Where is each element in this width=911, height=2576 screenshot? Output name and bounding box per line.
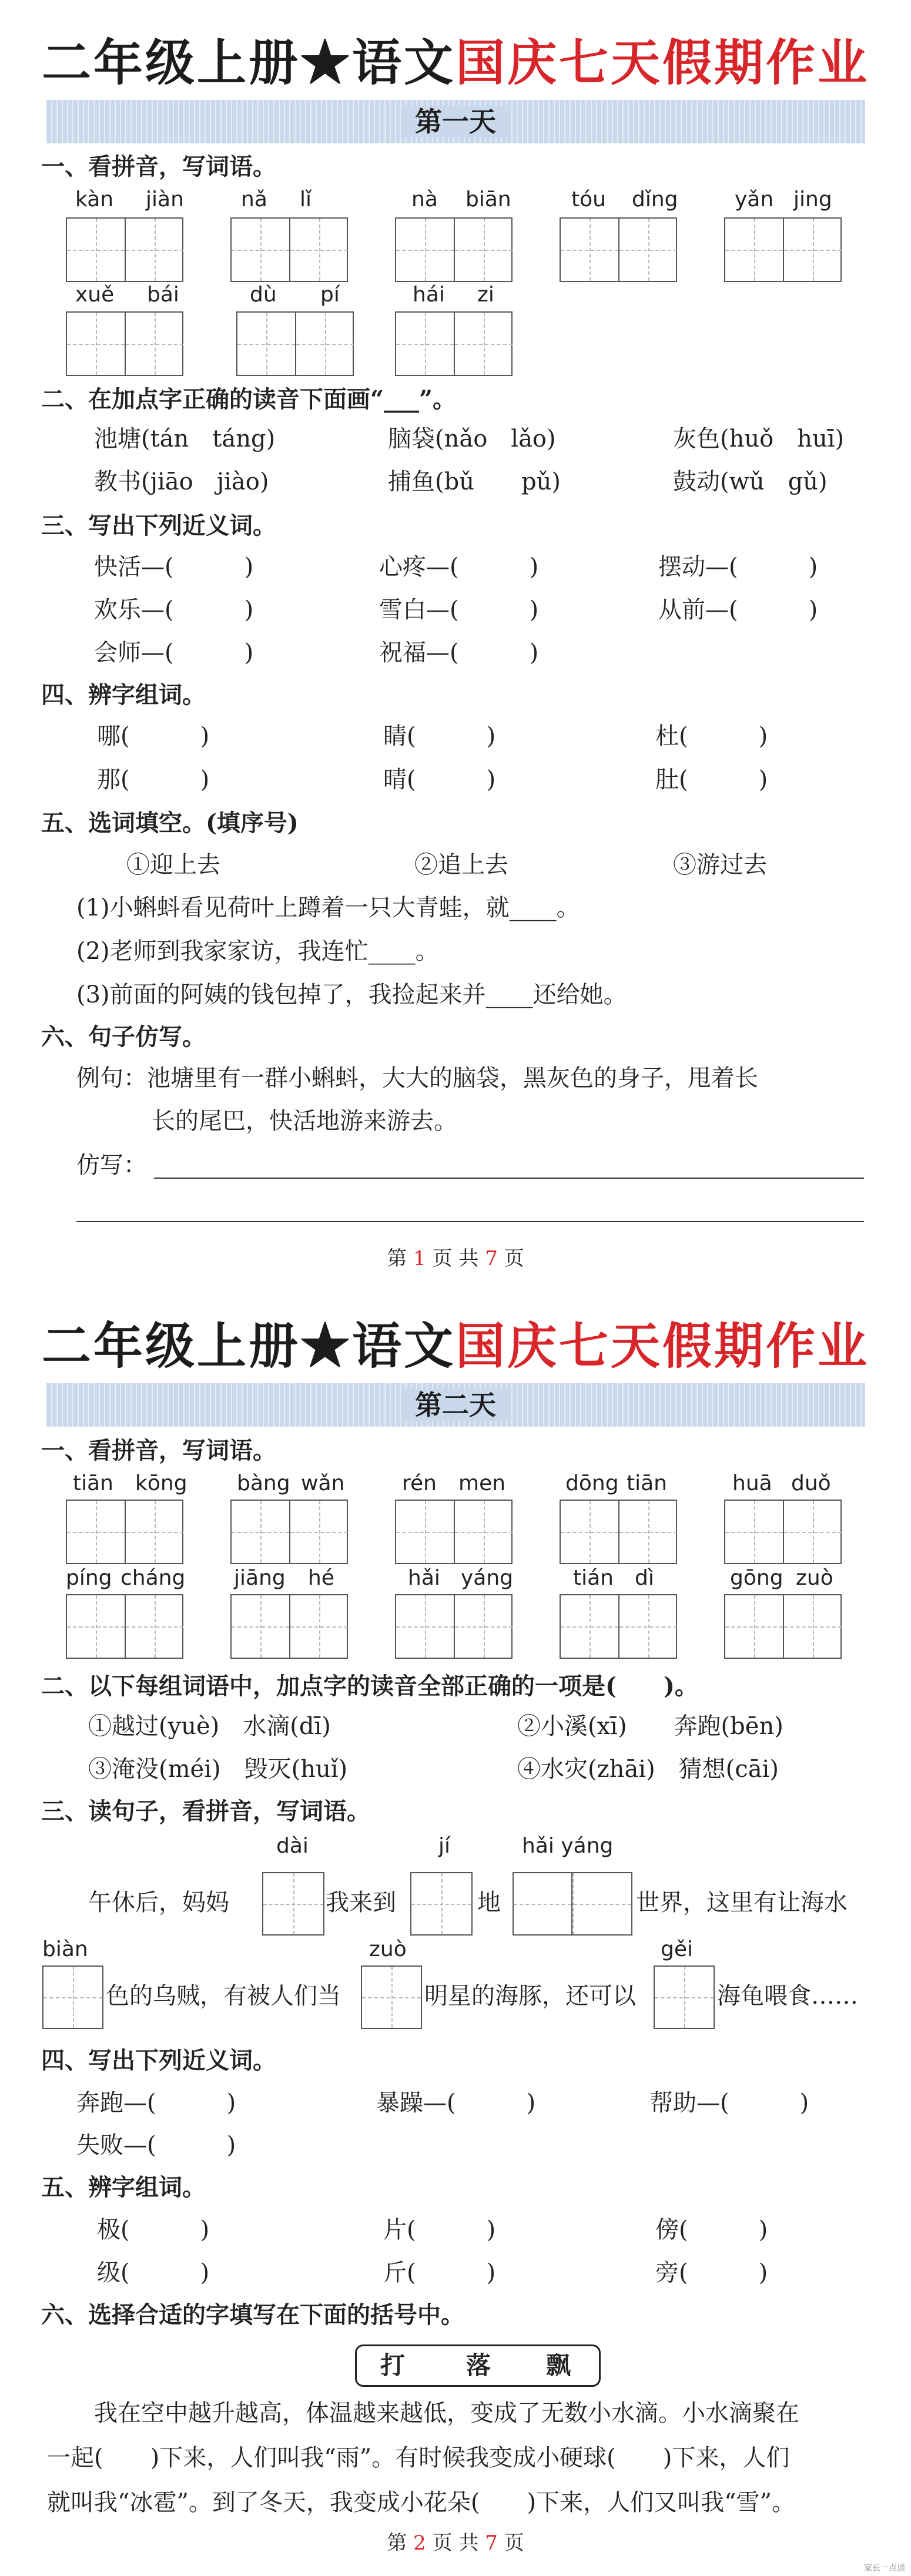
pinyin: biān xyxy=(465,187,511,212)
choice-item: ①越过(yuè) 水滴(dī) xyxy=(88,1713,331,1740)
writing-box[interactable] xyxy=(513,1872,632,1936)
pinyin: men xyxy=(458,1471,506,1495)
pinyin: kōng xyxy=(135,1471,187,1495)
synonym-item: 奔跑—( ) xyxy=(76,2089,236,2117)
choice-item: ④水灾(zhāi) 猜想(cāi) xyxy=(517,1756,779,1783)
title-grade: 二年级上册★语文 xyxy=(41,33,456,92)
section-heading: 四、辨字组词。 xyxy=(41,681,206,709)
page-number xyxy=(0,2531,911,2555)
sentence-text: 明星的海豚，还可以 xyxy=(424,1983,636,2010)
example-sentence: 长的尾巴，快活地游来游去。 xyxy=(152,1108,457,1135)
pronunciation-item: 教书(jiāo jiào) xyxy=(94,468,269,495)
page-current: 2 xyxy=(413,2531,426,2555)
pinyin: duǒ xyxy=(791,1471,831,1495)
day-banner xyxy=(46,1383,865,1427)
writing-box[interactable] xyxy=(654,1965,715,2029)
writing-grid[interactable] xyxy=(230,217,348,282)
pinyin: zi xyxy=(477,283,494,307)
pinyin: jiàn xyxy=(146,187,184,212)
pinyin: dù xyxy=(250,283,277,307)
section-heading: 四、写出下列近义词。 xyxy=(41,2047,276,2074)
writing-grid[interactable] xyxy=(66,311,183,376)
synonym-item: 快活—( ) xyxy=(94,554,254,581)
watermark: 家长一点通 xyxy=(864,2564,905,2573)
pinyin: hái xyxy=(413,283,445,307)
writing-grid[interactable] xyxy=(395,1594,513,1659)
pinyin: biàn xyxy=(42,1937,88,1961)
title-holiday: 国庆七天假期作业 xyxy=(456,1317,870,1375)
char-item: 斤( ) xyxy=(383,2259,496,2286)
page-text: 第 xyxy=(387,2531,407,2555)
synonym-item: 欢乐—( ) xyxy=(94,596,254,623)
section-heading: 二、以下每组词语中，加点字的读音全部正确的一项是( )。 xyxy=(41,1672,698,1700)
pinyin: jí xyxy=(438,1834,451,1858)
section-heading: 一、看拼音，写词语。 xyxy=(41,1437,276,1464)
pronunciation-item: 池塘(tán táng) xyxy=(94,425,276,452)
page-text: 页 共 xyxy=(432,1247,479,1270)
writing-grid[interactable] xyxy=(395,217,513,282)
choice-word: 打 xyxy=(380,2351,406,2380)
writing-grid[interactable] xyxy=(560,217,677,282)
writing-grid[interactable] xyxy=(236,311,354,376)
option-item: ①迎上去 xyxy=(126,851,220,878)
writing-grid[interactable] xyxy=(230,1500,348,1564)
char-item: 哪( ) xyxy=(97,723,210,750)
char-item: 级( ) xyxy=(97,2259,210,2286)
paragraph-line: 就叫我“冰雹”。到了冬天，我变成小花朵( )下来，人们又叫我“雪”。 xyxy=(47,2489,796,2516)
pinyin: pí xyxy=(320,283,340,307)
pinyin: tiān xyxy=(627,1471,667,1495)
char-item: 傍( ) xyxy=(655,2216,768,2243)
choice-word: 落 xyxy=(466,2351,491,2380)
sentence-text: 午休后，妈妈 xyxy=(88,1889,229,1916)
page-text: 页 xyxy=(504,1247,524,1270)
title-grade: 二年级上册★语文 xyxy=(41,1317,456,1375)
char-item: 旁( ) xyxy=(655,2259,768,2286)
document-title xyxy=(0,1314,911,1378)
writing-grid[interactable] xyxy=(395,1500,513,1564)
writing-grid[interactable] xyxy=(724,1500,842,1564)
writing-box[interactable] xyxy=(262,1872,324,1936)
writing-grid[interactable] xyxy=(724,1594,842,1659)
page-text: 页 xyxy=(504,2531,524,2555)
pinyin: xuě xyxy=(75,283,115,307)
answer-line[interactable] xyxy=(76,1221,864,1222)
section-heading: 六、选择合适的字填写在下面的括号中。 xyxy=(41,2301,464,2329)
document-title xyxy=(0,31,911,95)
pinyin: cháng xyxy=(120,1566,186,1590)
pinyin: hǎi xyxy=(408,1566,440,1590)
sentence-text: 我来到 xyxy=(326,1889,396,1916)
page-total: 7 xyxy=(485,2531,498,2555)
pinyin: zuò xyxy=(369,1937,407,1961)
pinyin: gěi xyxy=(661,1937,694,1961)
sentence-text: 世界，这里有让海水 xyxy=(636,1889,848,1916)
pinyin: tiān xyxy=(73,1471,113,1495)
writing-grid[interactable] xyxy=(66,1594,183,1659)
section-heading: 六、句子仿写。 xyxy=(41,1023,206,1051)
pinyin: huā xyxy=(732,1471,772,1495)
sentence-text: 海龟喂食…… xyxy=(717,1983,858,2010)
pinyin: gōng xyxy=(730,1566,783,1590)
sentence-text: 色的乌贼，有被人们当 xyxy=(106,1983,341,2010)
char-item: 睛( ) xyxy=(383,723,496,750)
day-label: 第二天 xyxy=(401,1389,510,1421)
pinyin: tóu xyxy=(571,187,606,212)
answer-line[interactable] xyxy=(154,1178,864,1179)
pinyin: nǎ xyxy=(241,187,267,212)
synonym-item: 祝福—( ) xyxy=(379,639,539,666)
question-line: (1)小蝌蚪看见荷叶上蹲着一只大青蛙，就____。 xyxy=(76,894,580,921)
pinyin: píng xyxy=(66,1566,112,1590)
char-item: 那( ) xyxy=(97,766,210,793)
pinyin: rén xyxy=(402,1471,437,1495)
pinyin: bái xyxy=(147,283,179,307)
synonym-item: 摆动—( ) xyxy=(658,554,818,581)
pinyin: bàng xyxy=(237,1471,290,1495)
pinyin: hǎi yáng xyxy=(522,1834,614,1858)
pinyin: jiāng xyxy=(234,1566,286,1590)
synonym-item: 帮助—( ) xyxy=(649,2089,809,2117)
pinyin: wǎn xyxy=(301,1471,345,1495)
section-heading: 五、辨字组词。 xyxy=(41,2174,206,2201)
choice-word: 飘 xyxy=(546,2351,571,2380)
char-item: 极( ) xyxy=(97,2216,210,2243)
writing-box[interactable] xyxy=(410,1872,473,1936)
example-sentence: 例句：池塘里有一群小蝌蚪，大大的脑袋，黑灰色的身子，甩着长 xyxy=(76,1065,758,1092)
writing-grid[interactable] xyxy=(66,217,183,282)
writing-box[interactable] xyxy=(361,1965,422,2029)
question-line: (2)老师到我家家访，我连忙____。 xyxy=(76,938,439,965)
day-label: 第一天 xyxy=(401,106,510,137)
section-heading: 二、在加点字正确的读音下面画“___”。 xyxy=(41,385,457,413)
section-heading: 五、选词填空。(填序号) xyxy=(41,809,299,837)
pronunciation-item: 捕鱼(bǔ pǔ) xyxy=(388,468,561,495)
char-item: 杜( ) xyxy=(655,723,768,750)
page-current: 1 xyxy=(413,1247,426,1270)
section-heading: 一、看拼音，写词语。 xyxy=(41,153,276,180)
choice-item: ③淹没(méi) 毁灭(huǐ) xyxy=(88,1756,348,1783)
page-text: 页 共 xyxy=(432,2531,479,2555)
page-total: 7 xyxy=(485,1247,498,1270)
char-item: 片( ) xyxy=(383,2216,496,2243)
synonym-item: 会师—( ) xyxy=(94,639,254,666)
pinyin: tián xyxy=(573,1566,614,1590)
option-item: ②追上去 xyxy=(414,851,508,878)
title-holiday: 国庆七天假期作业 xyxy=(456,33,870,92)
pinyin: hé xyxy=(308,1566,334,1590)
pinyin: dì xyxy=(635,1566,654,1590)
writing-grid[interactable] xyxy=(66,1500,183,1564)
pinyin: yǎn xyxy=(735,187,774,212)
page-number xyxy=(0,1247,911,1270)
pinyin: zuò xyxy=(796,1566,833,1590)
char-item: 晴( ) xyxy=(383,766,496,793)
word-choice-box xyxy=(355,2344,601,2387)
char-item: 肚( ) xyxy=(655,766,768,793)
section-heading: 三、写出下列近义词。 xyxy=(41,512,276,539)
pinyin: dài xyxy=(276,1834,309,1858)
pronunciation-item: 鼓动(wǔ gǔ) xyxy=(673,468,828,495)
choice-item: ②小溪(xī) 奔跑(bēn) xyxy=(517,1713,783,1740)
pinyin: dǐng xyxy=(632,187,678,212)
paragraph-line: 我在空中越升越高，体温越来越低，变成了无数小水滴。小水滴聚在 xyxy=(94,2400,799,2427)
option-item: ③游过去 xyxy=(673,851,767,878)
writing-grid[interactable] xyxy=(230,1594,348,1659)
synonym-item: 暴躁—( ) xyxy=(376,2089,536,2117)
pinyin: dōng xyxy=(565,1471,619,1495)
pinyin: jing xyxy=(793,187,832,212)
writing-box[interactable] xyxy=(42,1965,103,2029)
synonym-item: 从前—( ) xyxy=(658,596,818,623)
page-text: 第 xyxy=(387,1247,407,1270)
synonym-item: 心疼—( ) xyxy=(379,554,539,581)
day-banner xyxy=(46,100,865,143)
writing-grid[interactable] xyxy=(560,1500,677,1564)
pinyin: lǐ xyxy=(300,187,312,212)
question-line: (3)前面的阿姨的钱包掉了，我捡起来并____还给她。 xyxy=(76,981,627,1008)
writing-grid[interactable] xyxy=(724,217,842,282)
pinyin: kàn xyxy=(75,187,114,212)
pinyin: yáng xyxy=(461,1566,514,1590)
imitate-label: 仿写： xyxy=(76,1152,147,1179)
sentence-text: 地 xyxy=(477,1889,501,1916)
writing-grid[interactable] xyxy=(395,311,513,376)
synonym-item: 失败—( ) xyxy=(76,2132,236,2159)
paragraph-line: 一起( )下来，人们叫我“雨”。有时候我变成小硬球( )下来，人们 xyxy=(47,2444,790,2471)
pronunciation-item: 灰色(huǒ huī) xyxy=(673,425,845,452)
pronunciation-item: 脑袋(nǎo lǎo) xyxy=(388,425,556,452)
writing-grid[interactable] xyxy=(560,1594,677,1659)
synonym-item: 雪白—( ) xyxy=(379,596,539,623)
section-heading: 三、读句子，看拼音，写词语。 xyxy=(41,1797,370,1825)
pinyin: nà xyxy=(411,187,438,212)
